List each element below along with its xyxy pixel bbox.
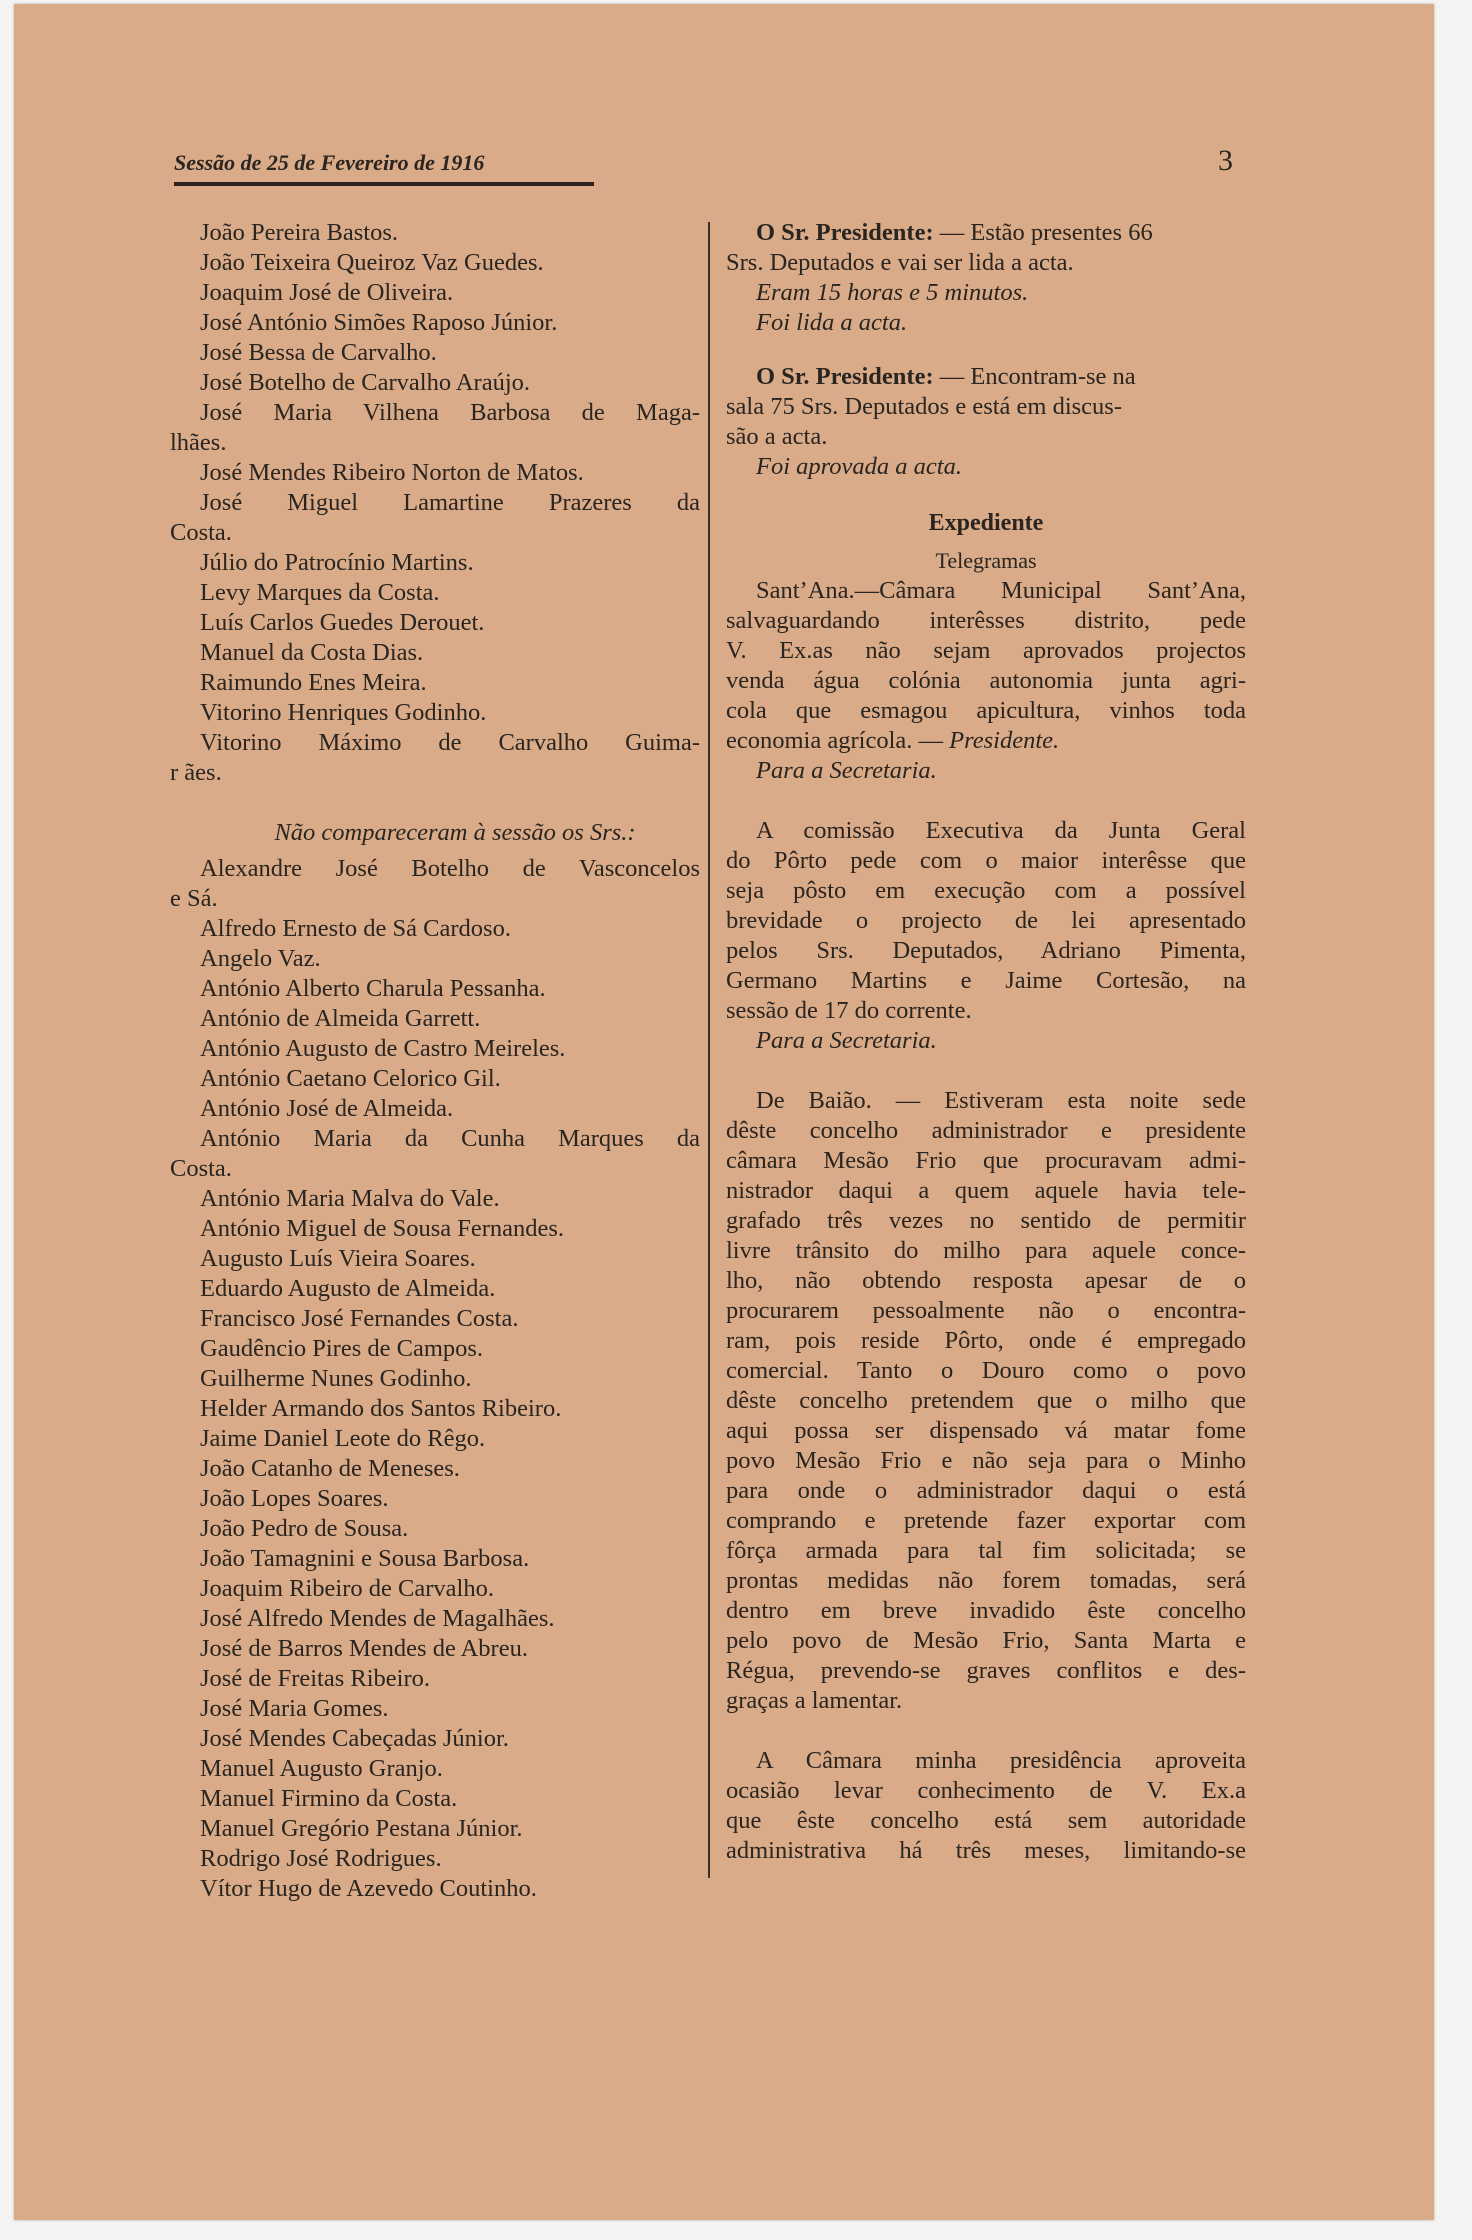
name-entry: Guilherme Nunes Godinho.: [200, 1365, 472, 1392]
paragraph-line: dêste concelho administrador e presidente: [726, 1117, 1246, 1144]
paragraph-line: grafado três vezes no sentido de permitir: [726, 1207, 1246, 1234]
name-entry: Jaime Daniel Leote do Rêgo.: [200, 1425, 486, 1452]
paragraph-line: comercial. Tanto o Douro como o povo: [726, 1357, 1246, 1384]
absent-deputies-list: [170, 854, 700, 1904]
name-entry: António Caetano Celorico Gil.: [200, 1065, 501, 1092]
name-entry: José Mendes Ribeiro Norton de Matos.: [200, 459, 584, 486]
president-statement-2: [726, 362, 1246, 482]
name-entry: António de Almeida Garrett.: [200, 1005, 481, 1032]
name-entry: Joaquim José de Oliveira.: [200, 279, 454, 306]
paragraph-line: Régua, prevendo-se graves conflitos e des-: [726, 1657, 1246, 1684]
paragraph-line: nistrador daqui a quem aquele havia tele-: [726, 1177, 1246, 1204]
name-entry: João Catanho de Meneses.: [200, 1455, 460, 1482]
paragraph-line: fôrça armada para tal fim solicitada; se: [726, 1537, 1246, 1564]
paragraph-line: De Baião. — Estiveram esta noite sede: [756, 1087, 1246, 1114]
page-number: 3: [1218, 144, 1233, 177]
document-page: [14, 4, 1434, 2220]
paragraph-line: salvaguardando interêsses distrito, pede: [726, 607, 1246, 634]
speaker-label: O Sr. Presidente:: [756, 363, 934, 390]
name-entry: José de Barros Mendes de Abreu.: [200, 1635, 528, 1662]
name-entry: José de Freitas Ribeiro.: [200, 1665, 430, 1692]
section-heading-telegramas: Telegramas: [935, 548, 1037, 573]
paragraph-line: do Pôrto pede com o maior interêsse que: [726, 847, 1246, 874]
name-entry: Francisco José Fernandes Costa.: [200, 1305, 519, 1332]
statement-text: — Estão presentes 66: [939, 219, 1153, 246]
paragraph-line: comprando e pretende fazer exportar com: [726, 1507, 1246, 1534]
name-entry: António Augusto de Castro Meireles.: [200, 1035, 566, 1062]
name-entry: Alexandre José Botelho de Vasconcelos: [200, 855, 700, 882]
name-entry-continuation: lhães.: [170, 429, 227, 456]
name-entry: João Tamagnini e Sousa Barbosa.: [200, 1545, 530, 1572]
paragraph-line: livre trânsito do milho para aquele conce-: [726, 1237, 1246, 1264]
name-entry: Levy Marques da Costa.: [200, 579, 440, 606]
name-entry: José Miguel Lamartine Prazeres da: [200, 489, 700, 516]
running-header-title: Sessão de 25 de Fevereiro de 1916: [174, 150, 485, 175]
name-entry-continuation: r ães.: [170, 759, 222, 786]
present-deputies-list: [170, 218, 700, 788]
paragraph-line: que êste concelho está sem autoridade: [726, 1807, 1246, 1834]
name-entry: Alfredo Ernesto de Sá Cardoso.: [200, 915, 511, 942]
minutes-approved-note: Foi aprovada a acta.: [756, 453, 962, 480]
minutes-read-note: Foi lida a acta.: [756, 309, 908, 336]
telegram-line: economia agrícola. —: [726, 727, 944, 754]
paragraph-line: V. Ex.as não sejam aprovados projectos: [726, 637, 1246, 664]
name-entry: José Maria Vilhena Barbosa de Maga-: [200, 399, 700, 426]
name-entry: António Alberto Charula Pessanha.: [200, 975, 546, 1002]
paragraph-line: ocasião levar conhecimento de V. Ex.a: [726, 1777, 1246, 1804]
name-entry: Vitorino Máximo de Carvalho Guima-: [200, 729, 700, 756]
name-entry: José Maria Gomes.: [200, 1695, 389, 1722]
paragraph-line: seja pôsto em execução com a possível: [726, 877, 1246, 904]
paragraph-line: lho, não obtendo resposta apesar de o: [726, 1267, 1246, 1294]
speaker-label: O Sr. Presidente:: [756, 219, 934, 246]
name-entry: Joaquim Ribeiro de Carvalho.: [200, 1575, 494, 1602]
name-entry: António Maria Malva do Vale.: [200, 1185, 500, 1212]
paragraph-line: brevidade o projecto de lei apresentado: [726, 907, 1246, 934]
paragraph-line: A comissão Executiva da Junta Geral: [756, 817, 1246, 844]
name-entry: Rodrigo José Rodrigues.: [200, 1845, 442, 1872]
name-entry: Raimundo Enes Meira.: [200, 669, 427, 696]
name-entry: José Botelho de Carvalho Araújo.: [200, 369, 531, 396]
name-entry: Manuel Gregório Pestana Júnior.: [200, 1815, 523, 1842]
paragraph-line: pelos Srs. Deputados, Adriano Pimenta,: [726, 937, 1246, 964]
name-entry: Manuel Augusto Granjo.: [200, 1755, 443, 1782]
name-entry-continuation: Costa.: [170, 1155, 232, 1182]
header-rule: [174, 182, 594, 186]
time-note: Eram 15 horas e 5 minutos.: [756, 279, 1029, 306]
paragraph-line: câmara Mesão Frio que procuravam admi-: [726, 1147, 1246, 1174]
name-entry: João Lopes Soares.: [200, 1485, 389, 1512]
left-column: [170, 218, 700, 1904]
paragraph-line: para onde o administrador daqui o está: [726, 1477, 1246, 1504]
telegram-baiao: [726, 1086, 1246, 1686]
paragraph-line: venda água colónia autonomia junta agri-: [726, 667, 1246, 694]
name-entry: Manuel da Costa Dias.: [200, 639, 424, 666]
column-divider: [708, 222, 710, 1878]
baiao-line: graças a lamentar.: [726, 1687, 903, 1714]
name-entry: Angelo Vaz.: [200, 945, 321, 972]
name-entry: João Pedro de Sousa.: [200, 1515, 409, 1542]
statement-text: Srs. Deputados e vai ser lida a acta.: [726, 249, 1074, 276]
name-entry: Helder Armando dos Santos Ribeiro.: [200, 1395, 562, 1422]
name-entry: António Miguel de Sousa Fernandes.: [200, 1215, 565, 1242]
paragraph-line: A Câmara minha presidência aproveita: [756, 1747, 1246, 1774]
name-entry: Manuel Firmino da Costa.: [200, 1785, 458, 1812]
name-entry-continuation: e Sá.: [170, 885, 218, 912]
statement-text: — Encontram-se na: [939, 363, 1136, 390]
name-entry-continuation: Costa.: [170, 519, 232, 546]
paragraph-line: povo Mesão Frio e não seja para o Minho: [726, 1447, 1246, 1474]
paragraph-line: aqui possa ser dispensado vá matar fome: [726, 1417, 1246, 1444]
statement-text: são a acta.: [726, 423, 828, 450]
paragraph-line: ram, pois reside Pôrto, onde é empregado: [726, 1327, 1246, 1354]
paragraph-line: Sant’Ana.—Câmara Municipal Sant’Ana,: [756, 577, 1246, 604]
name-entry: João Teixeira Queiroz Vaz Guedes.: [200, 249, 544, 276]
final-paragraph: [726, 1746, 1246, 1866]
name-entry: Augusto Luís Vieira Soares.: [200, 1245, 476, 1272]
name-entry: José António Simões Raposo Júnior.: [200, 309, 558, 336]
name-entry: Gaudêncio Pires de Campos.: [200, 1335, 484, 1362]
paragraph-line: dentro em breve invadido êste concelho: [726, 1597, 1246, 1624]
commission-telegram: [726, 816, 1246, 996]
paragraph-line: administrativa há três meses, limitando-se: [726, 1837, 1246, 1864]
paragraph-line: pelo povo de Mesão Frio, Santa Marta e: [726, 1627, 1246, 1654]
paragraph-line: Germano Martins e Jaime Cortesão, na: [726, 967, 1246, 994]
president-statement-1: [726, 218, 1246, 338]
paragraph-line: dêste concelho pretendem que o milho que: [726, 1387, 1246, 1414]
name-entry: António José de Almeida.: [200, 1095, 454, 1122]
telegram-santana: [726, 576, 1246, 726]
absent-heading: Não compareceram à sessão os Srs.:: [274, 819, 636, 846]
name-entry: Júlio do Patrocínio Martins.: [200, 549, 474, 576]
referral-note: Para a Secretaria.: [756, 1027, 937, 1054]
referral-note: Para a Secretaria.: [756, 757, 937, 784]
statement-text: sala 75 Srs. Deputados e está em discus-: [726, 393, 1122, 420]
paragraph-line: cola que esmagou apicultura, vinhos toda: [726, 697, 1246, 724]
name-entry: António Maria da Cunha Marques da: [200, 1125, 700, 1152]
paragraph-line: procurarem pessoalmente não o encontra-: [726, 1297, 1246, 1324]
name-entry: Luís Carlos Guedes Derouet.: [200, 609, 485, 636]
name-entry: José Mendes Cabeçadas Júnior.: [200, 1725, 509, 1752]
name-entry: João Pereira Bastos.: [200, 219, 398, 246]
section-heading-expediente: Expediente: [928, 510, 1044, 536]
telegram-signature: Presidente.: [949, 727, 1060, 754]
name-entry: José Alfredo Mendes de Magalhães.: [200, 1605, 555, 1632]
name-entry: José Bessa de Carvalho.: [200, 339, 437, 366]
right-column: [726, 218, 1246, 1866]
name-entry: Vitorino Henriques Godinho.: [200, 699, 487, 726]
name-entry: Vítor Hugo de Azevedo Coutinho.: [200, 1875, 537, 1902]
paragraph-line: prontas medidas não forem tomadas, será: [726, 1567, 1246, 1594]
commission-line: sessão de 17 do corrente.: [726, 997, 972, 1024]
name-entry: Eduardo Augusto de Almeida.: [200, 1275, 496, 1302]
